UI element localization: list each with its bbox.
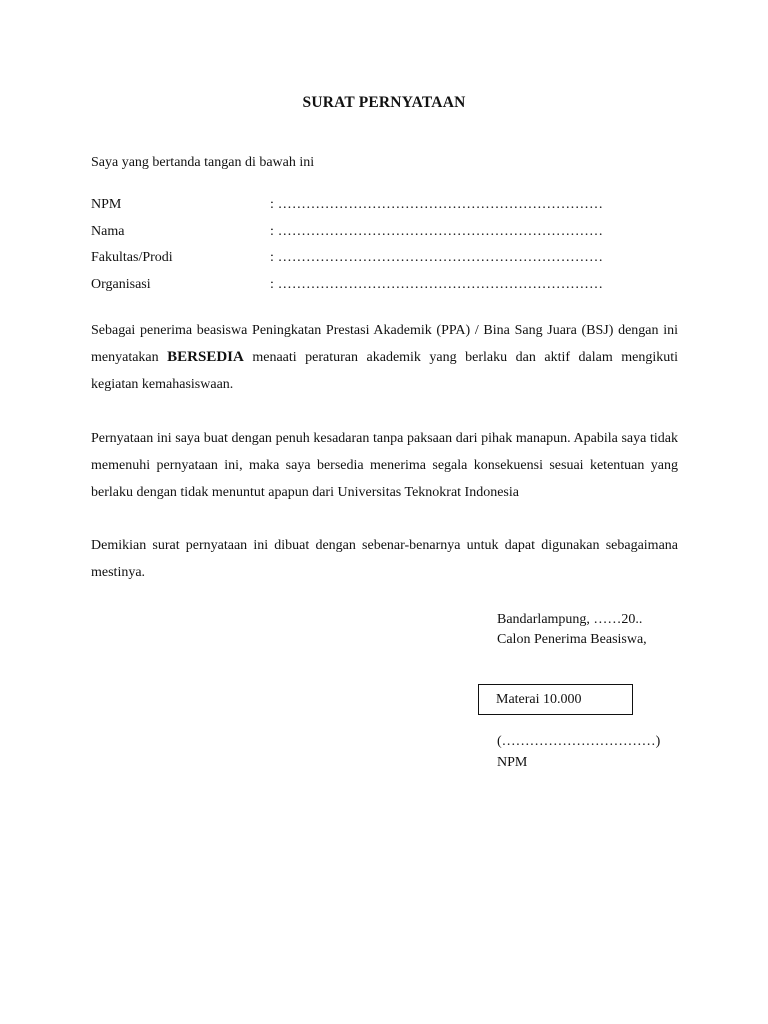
statement-emphasis: BERSEDIA: [167, 349, 244, 365]
intro-text: Saya yang bertanda tangan di bawah ini: [91, 155, 315, 170]
signer-name-placeholder: (……………………………): [497, 734, 661, 749]
signature-block: [497, 610, 737, 650]
stamp-label: Materai 10.000: [496, 692, 582, 707]
field-value-fakultas-prodi: : ……………………………………………………………: [270, 250, 604, 265]
statement-text-before: Sebagai penerima beasiswa Peningkatan Prestasi Akademik (PPA) / Bina Sang Juara (BSJ) dengan ini menyatakan: [91, 323, 678, 365]
identity-fields: [91, 196, 681, 302]
statement-paragraph: [91, 317, 678, 398]
field-value-nama: : ……………………………………………………………: [270, 223, 604, 239]
field-row-npm: [91, 196, 681, 223]
field-label-npm: NPM: [91, 197, 122, 212]
field-value-organisasi: : ……………………………………………………………: [270, 276, 604, 292]
closing-paragraph: Demikian surat pernyataan ini dibuat dengan sebenar-benarnya untuk dapat digunakan sebagaimana mestinya.: [91, 538, 678, 580]
field-row-nama: [91, 223, 681, 250]
place-date: Bandarlampung, ……20..: [497, 612, 643, 627]
statement-text-after: menaati peraturan akademik yang berlaku dan aktif dalam mengikuti kegiatan kemahasiswaan.: [91, 350, 678, 392]
field-label-organisasi: Organisasi: [91, 276, 151, 292]
signer-npm-label: NPM: [497, 755, 528, 770]
field-value-npm: : ……………………………………………………………: [270, 197, 604, 212]
signer-role: Calon Penerima Beasiswa,: [497, 632, 647, 647]
document-title: SURAT PERNYATAAN: [302, 94, 466, 111]
consequence-paragraph: Pernyataan ini saya buat dengan penuh kesadaran tanpa paksaan dari pihak manapun. Apabila saya tidak memenuhi pernyataan ini, maka saya bersedia menerima segala konsekuensi sesuai ketentuan yang berlaku dengan tidak menuntut apapun dari Universitas Teknokrat Indonesia: [91, 431, 678, 500]
field-label-fakultas-prodi: Fakultas/Prodi: [91, 250, 173, 265]
stamp-box: [478, 684, 633, 715]
field-row-fakultas-prodi: [91, 249, 681, 276]
field-label-nama: Nama: [91, 223, 125, 239]
field-row-organisasi: [91, 276, 681, 303]
